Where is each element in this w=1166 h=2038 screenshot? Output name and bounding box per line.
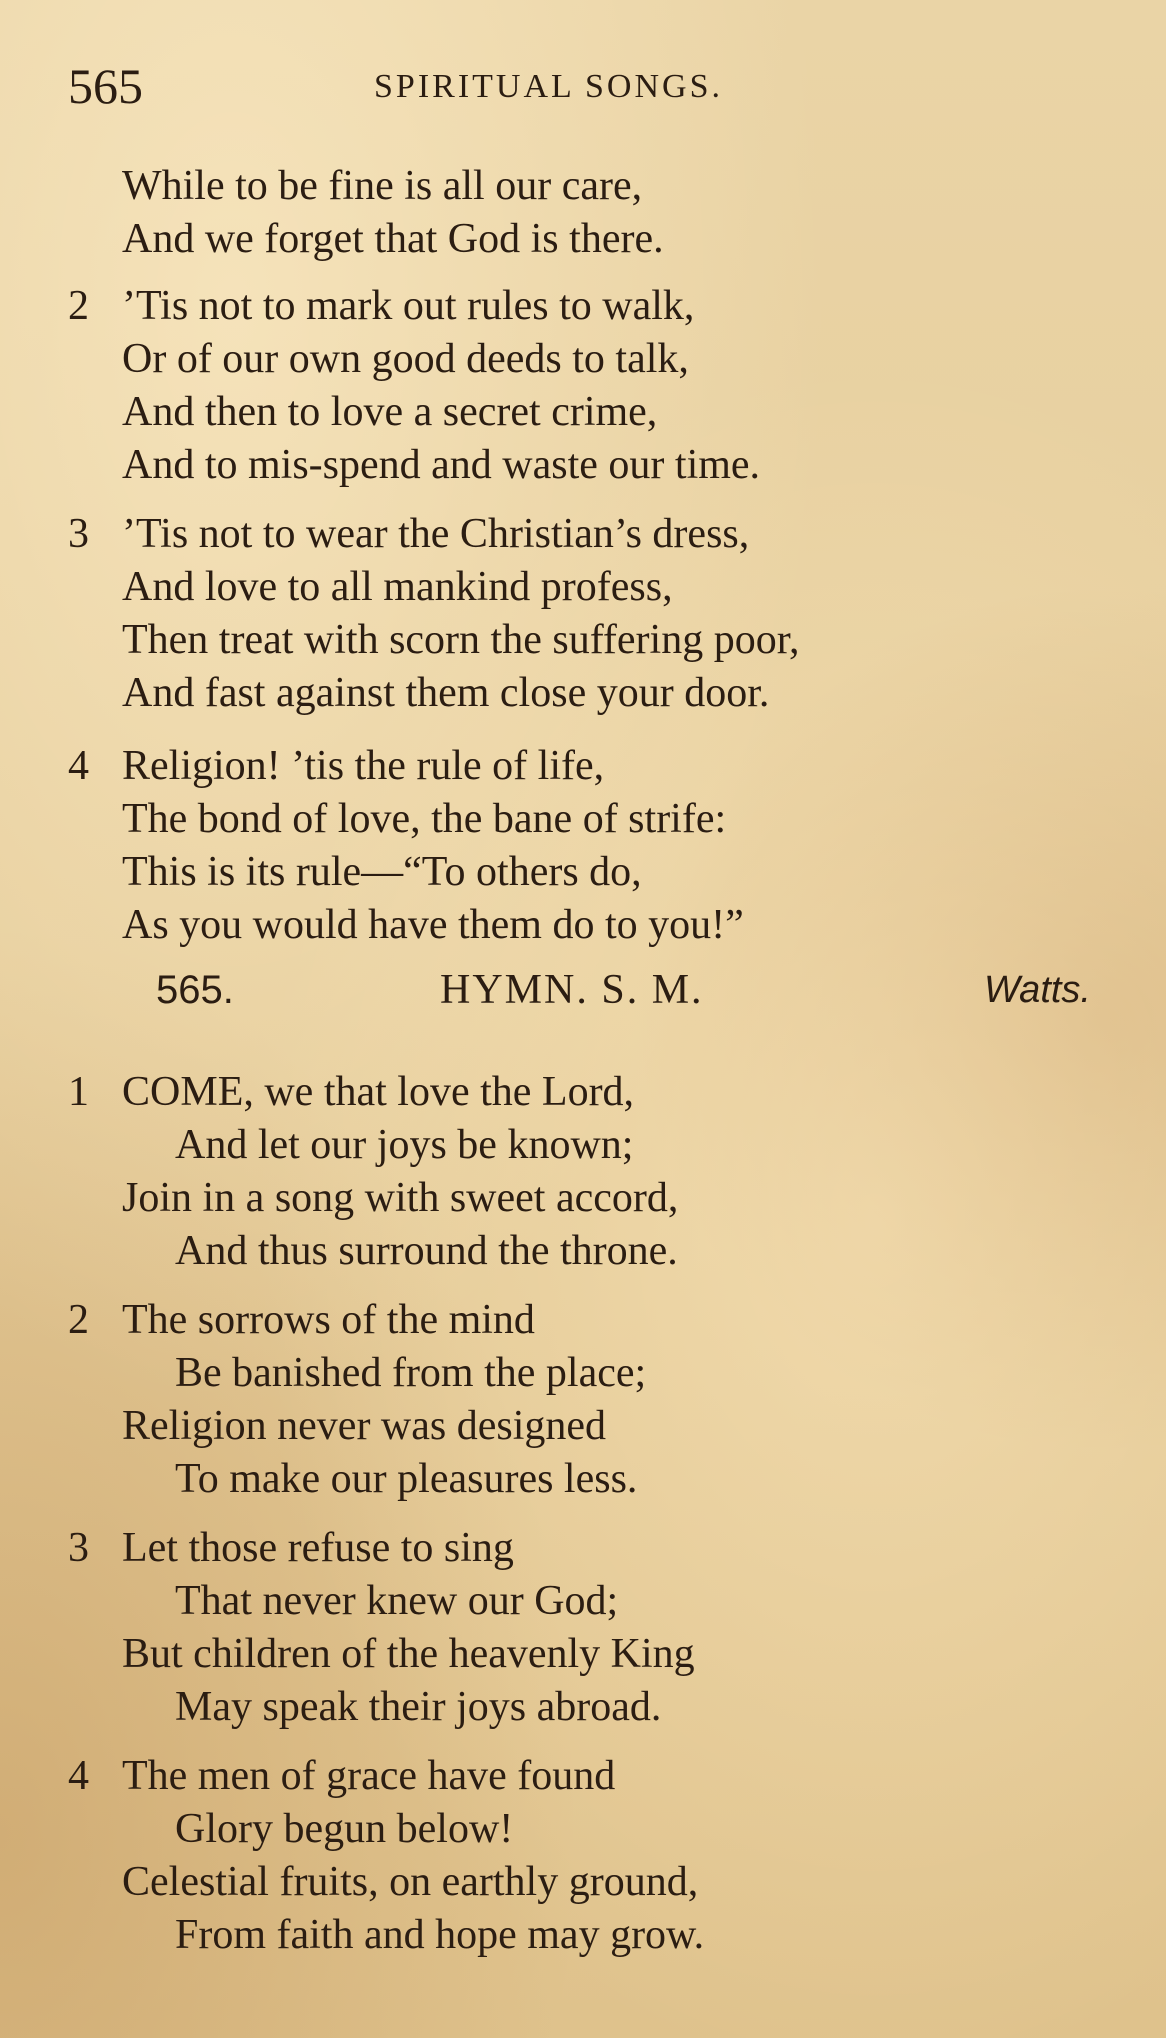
verse-line bbox=[0, 1400, 1166, 1453]
hymn-verse-4 bbox=[0, 1750, 1166, 1962]
verse-number: 3 bbox=[68, 1525, 89, 1571]
line-text: To make our pleasures less. bbox=[175, 1456, 638, 1502]
verse-line bbox=[0, 1803, 1166, 1856]
line-text: And we forget that God is there. bbox=[122, 216, 664, 262]
line-text: Glory begun below! bbox=[175, 1806, 514, 1852]
verse-line bbox=[0, 793, 1166, 846]
line-text: The men of grace have found bbox=[122, 1753, 616, 1799]
line-text: And fast against them close your door. bbox=[122, 670, 770, 716]
line-text: This is its rule—“To others do, bbox=[122, 849, 642, 895]
line-text: And then to love a secret crime, bbox=[122, 389, 658, 435]
line-text: Celestial fruits, on earthly ground, bbox=[122, 1859, 699, 1905]
verse-line bbox=[0, 386, 1166, 439]
line-text: But children of the heavenly King bbox=[122, 1631, 695, 1677]
verse-line bbox=[0, 1225, 1166, 1278]
line-text: Religion! ’tis the rule of life, bbox=[122, 743, 605, 789]
line-text: While to be fine is all our care, bbox=[122, 163, 643, 209]
verse-line bbox=[0, 846, 1166, 899]
hymn-heading bbox=[0, 960, 1166, 1020]
verse-number: 4 bbox=[68, 1753, 89, 1799]
verse-line bbox=[0, 1172, 1166, 1225]
line-text: That never knew our God; bbox=[175, 1578, 619, 1624]
line-text: And love to all mankind profess, bbox=[122, 564, 673, 610]
verse-line bbox=[0, 280, 1166, 333]
line-text: The sorrows of the mind bbox=[122, 1297, 535, 1343]
verse-line bbox=[0, 439, 1166, 492]
verse-number: 4 bbox=[68, 743, 89, 789]
verse-line bbox=[0, 1294, 1166, 1347]
verse-line bbox=[0, 1119, 1166, 1172]
verse-line bbox=[0, 1522, 1166, 1575]
line-text: Then treat with scorn the suffering poor, bbox=[122, 617, 800, 663]
hymn-meter: HYMN. S. M. bbox=[440, 967, 704, 1013]
previous-hymn-continuation bbox=[0, 160, 1166, 266]
line-text: Let those refuse to sing bbox=[122, 1525, 514, 1571]
verse-line bbox=[0, 213, 1166, 266]
previous-hymn-verse-4 bbox=[0, 740, 1166, 952]
verse-line bbox=[0, 740, 1166, 793]
line-text: Join in a song with sweet accord, bbox=[122, 1175, 679, 1221]
line-text: And let our joys be known; bbox=[175, 1122, 634, 1168]
verse-line bbox=[0, 614, 1166, 667]
line-text: May speak their joys abroad. bbox=[175, 1684, 662, 1730]
verse-line bbox=[0, 1750, 1166, 1803]
line-text: As you would have them do to you!” bbox=[122, 902, 744, 948]
verse-line bbox=[0, 1066, 1166, 1119]
page-header bbox=[68, 56, 1068, 116]
hymn-number: 565. bbox=[156, 968, 234, 1012]
verse-line bbox=[0, 899, 1166, 952]
verse-line bbox=[0, 1347, 1166, 1400]
hymn-verse-3 bbox=[0, 1522, 1166, 1734]
verse-number: 3 bbox=[68, 511, 89, 557]
line-text: ’Tis not to wear the Christian’s dress, bbox=[122, 511, 750, 557]
line-text: COME, we that love the Lord, bbox=[122, 1069, 635, 1115]
verse-number: 2 bbox=[68, 1297, 89, 1343]
verse-line bbox=[0, 1575, 1166, 1628]
verse-number: 1 bbox=[68, 1069, 89, 1115]
verse-line bbox=[0, 1628, 1166, 1681]
running-title: SPIRITUAL SONGS. bbox=[374, 68, 724, 105]
line-text: ’Tis not to mark out rules to walk, bbox=[122, 283, 695, 329]
verse-line bbox=[0, 1856, 1166, 1909]
verse-line bbox=[0, 160, 1166, 213]
verse-number: 2 bbox=[68, 283, 89, 329]
verse-line bbox=[0, 1909, 1166, 1962]
hymn-verse-1 bbox=[0, 1066, 1166, 1278]
verse-line bbox=[0, 1453, 1166, 1506]
verse-line bbox=[0, 333, 1166, 386]
line-text: Religion never was designed bbox=[122, 1403, 607, 1449]
previous-hymn-verse-2 bbox=[0, 280, 1166, 492]
previous-hymn-verse-3 bbox=[0, 508, 1166, 720]
line-text: The bond of love, the bane of strife: bbox=[122, 796, 727, 842]
line-text: And thus surround the throne. bbox=[175, 1228, 678, 1274]
hymn-author: Watts. bbox=[984, 969, 1091, 1011]
hymn-verse-2 bbox=[0, 1294, 1166, 1506]
verse-line bbox=[0, 1681, 1166, 1734]
verse-line bbox=[0, 667, 1166, 720]
line-text: Or of our own good deeds to talk, bbox=[122, 336, 689, 382]
line-text: From faith and hope may grow. bbox=[175, 1912, 705, 1958]
verse-line bbox=[0, 561, 1166, 614]
line-text: And to mis-spend and waste our time. bbox=[122, 442, 761, 488]
line-text: Be banished from the place; bbox=[175, 1350, 647, 1396]
verse-line bbox=[0, 508, 1166, 561]
page-number: 565 bbox=[68, 58, 143, 114]
